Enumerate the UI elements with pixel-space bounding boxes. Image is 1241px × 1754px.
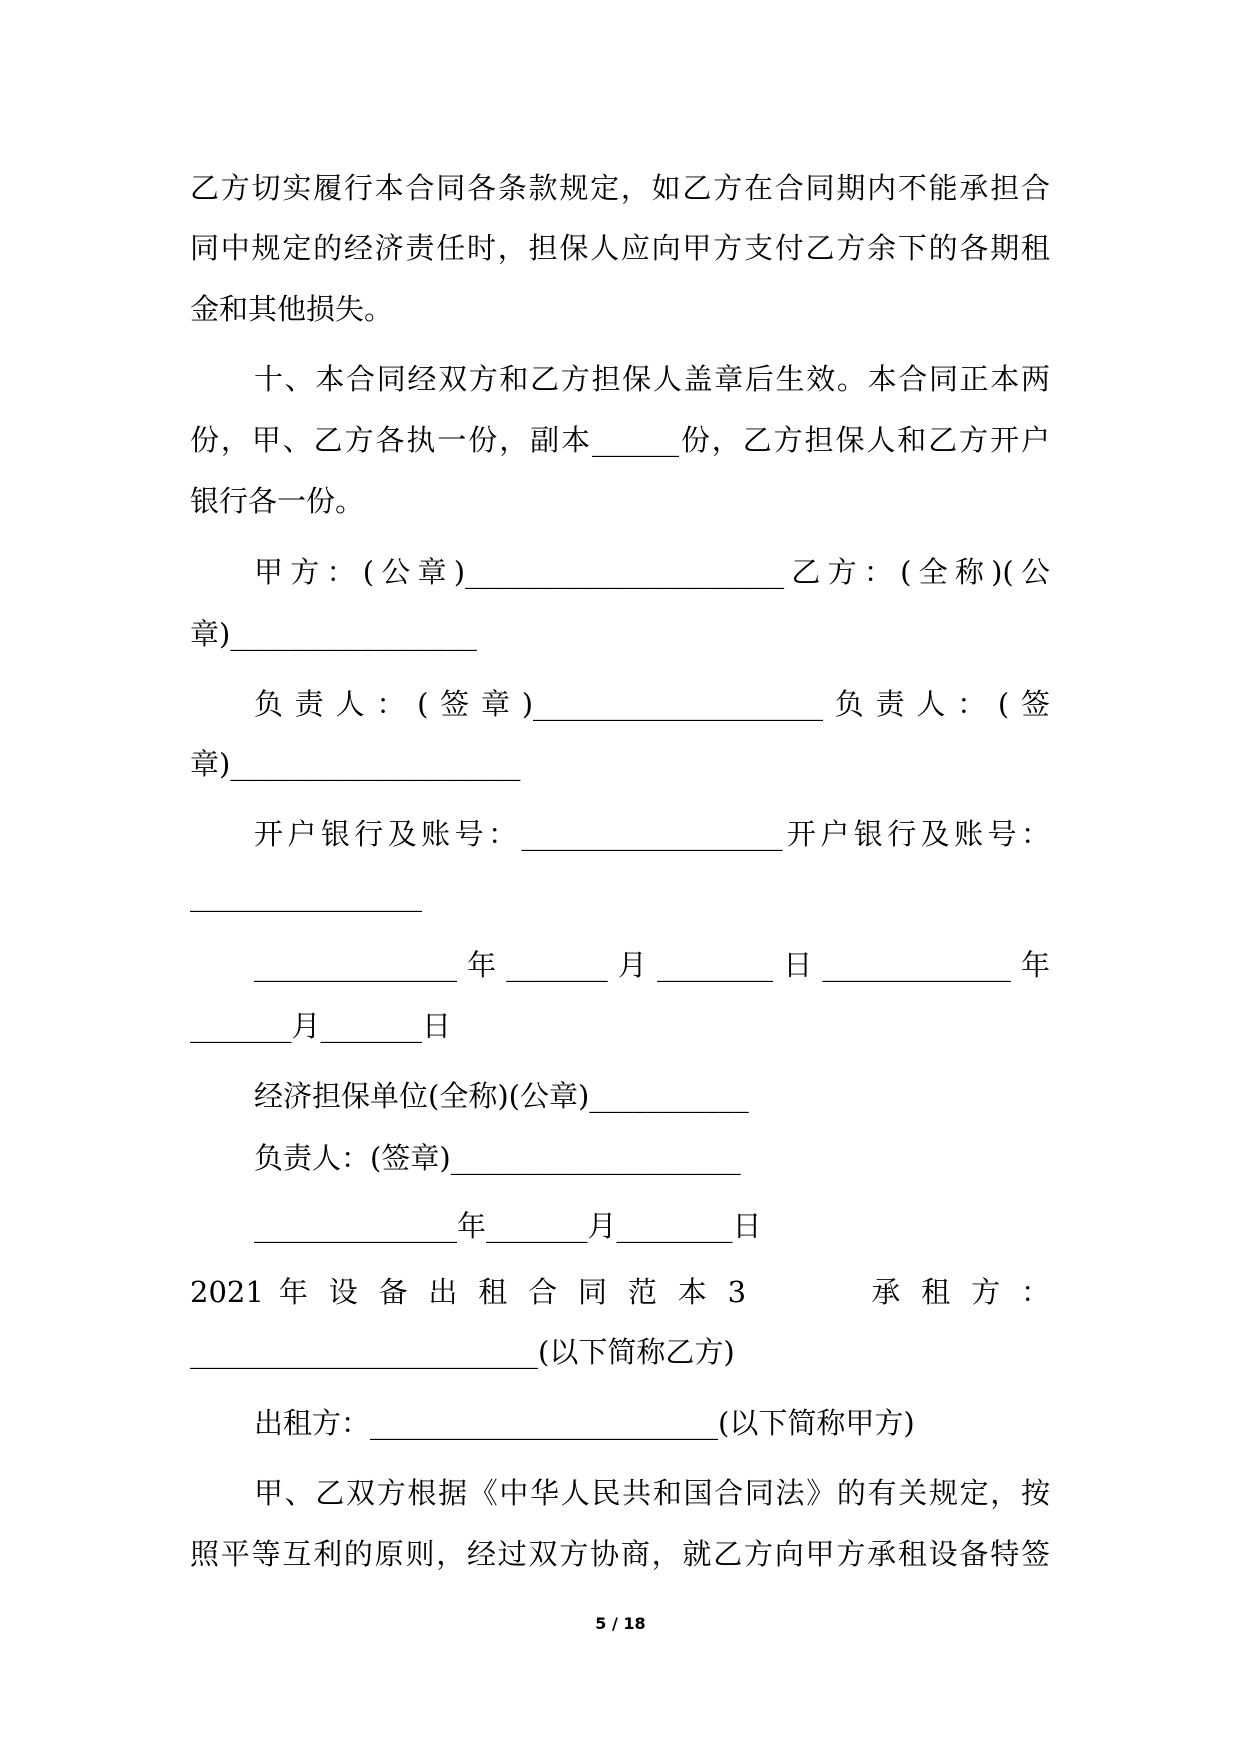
text-line: ______________年_______月________日 — [254, 1209, 762, 1243]
text-line: 2021 年 设 备 出 租 合 同 范 本 3 承 租 方 ： — [190, 1275, 1050, 1309]
text-line: 甲方：(公章)______________________乙方：(全称)(公 — [254, 555, 1050, 589]
text-line: 同中规定的经济责任时，担保人应向甲方支付乙方余下的各期租 — [190, 231, 1050, 265]
text-line: 章)____________________ — [190, 747, 521, 781]
text-line: 乙方切实履行本合同各条款规定，如乙方在合同期内不能承担合 — [190, 171, 1050, 205]
text-line: 负责人：(签章)____________________负责人：(签 — [254, 687, 1050, 721]
text-line: 十、本合同经双方和乙方担保人盖章后生效。本合同正本两 — [254, 362, 1050, 396]
text-line: 出租方：________________________(以下简称甲方) — [254, 1406, 915, 1440]
text-line: 章)_________________ — [190, 617, 477, 651]
text-line: ________________________(以下简称乙方) — [190, 1335, 735, 1369]
text-line: 金和其他损失。 — [190, 292, 394, 326]
text-line: 甲、乙双方根据《中华人民共和国合同法》的有关规定，按 — [254, 1476, 1050, 1510]
text-line: ________________ — [190, 878, 422, 912]
text-line: 开户银行及账号：__________________开户银行及账号： — [254, 817, 1050, 851]
page-number: 5 / 18 — [595, 1614, 646, 1633]
text-line: 负责人：(签章)____________________ — [254, 1141, 741, 1175]
text-line: ______________年_______月________日_____________年 — [254, 948, 1050, 982]
text-line: 份，甲、乙方各执一份，副本______份，乙方担保人和乙方开户 — [190, 423, 1050, 457]
text-line: _______月_______日 — [190, 1009, 452, 1043]
text-line: 经济担保单位(全称)(公章)___________ — [254, 1079, 749, 1113]
text-line: 照平等互利的原则，经过双方协商，就乙方向甲方承租设备特签 — [190, 1537, 1050, 1571]
text-line: 银行各一份。 — [190, 484, 365, 518]
